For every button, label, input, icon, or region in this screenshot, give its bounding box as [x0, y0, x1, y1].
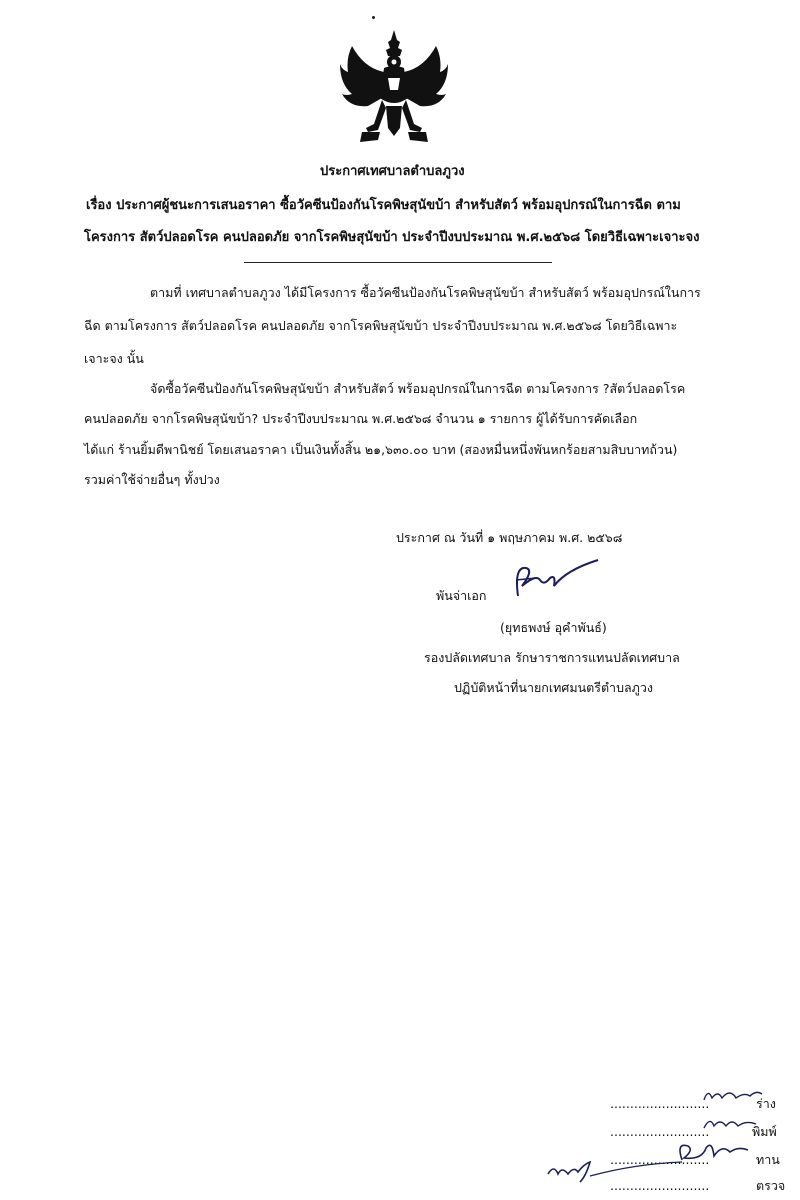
footer-dots-type: ......................... [610, 1124, 710, 1139]
header-divider [244, 262, 552, 263]
footer-role-check: ตรวจ [756, 1178, 786, 1193]
signature-scribble [506, 556, 606, 608]
paragraph-2-line-4: รวมค่าใช้จ่ายอื่นๆ ทั้งปวง [84, 472, 220, 487]
initials-type-scribble [700, 1112, 760, 1134]
paragraph-2-line-3: ได้แก่ ร้านยิ้มดีพานิชย์ โดยเสนอราคา เป็นเงินทั้งสิ้น ๒๑,๖๓๐.๐๐ บาท (สองหมื่นหนึ่งพันหกร้อยสามสิบบาทถ้วน) [84, 442, 678, 457]
paragraph-2-line-2: คนปลอดภัย จากโรคพิษสุนัขบ้า? ประจำปีงบประมาณ พ.ศ.๒๕๖๘ จำนวน ๑ รายการ ผู้ได้รับการคัดเลือก [84, 411, 638, 426]
paragraph-1-line-1: ตามที่ เทศบาลตำบลภูวง ได้มีโครงการ ซื้อวัคซีนป้องกันโรคพิษสุนัขบ้า สำหรับสัตว์ พร้อมอุปกรณ์ในการ [150, 285, 701, 300]
signer-name: (ยุทธพงษ์ อุคำพันธ์) [500, 620, 607, 635]
signer-position-1: รองปลัดเทศบาล รักษาราชการแทนปลัดเทศบาล [424, 650, 680, 665]
initials-proof-scribble [672, 1134, 752, 1168]
garuda-emblem-icon [338, 28, 450, 146]
subject-line-2: โครงการ สัตว์ปลอดโรค คนปลอดภัย จากโรคพิษสุนัขบ้า ประจำปีงบประมาณ พ.ศ.๒๕๖๘ โดยวิธีเฉพาะเจาะจง [84, 230, 700, 245]
initials-draft-scribble [700, 1084, 764, 1106]
footer-role-proof: ทาน [756, 1152, 780, 1167]
footer-role-type: พิมพ์ [752, 1124, 777, 1139]
paragraph-1-line-2: ฉีด ตามโครงการ สัตว์ปลอดโรค คนปลอดภัย จากโรคพิษสุนัขบ้า ประจำปีงบประมาณ พ.ศ.๒๕๖๘ โดยวิธีเฉพาะ [84, 318, 678, 333]
footer-role-draft: ร่าง [756, 1096, 776, 1111]
signer-position-2: ปฏิบัติหน้าที่นายกเทศมนตรีตำบลภูวง [454, 680, 654, 695]
initials-check-scribble [544, 1154, 684, 1188]
issuer-title: ประกาศเทศบาลตำบลภูวง [320, 164, 465, 179]
footer-dots-proof: ......................... [610, 1152, 710, 1167]
paragraph-1-line-3: เจาะจง นั้น [84, 351, 144, 366]
signer-rank: พันจ่าเอก [436, 588, 487, 603]
footer-dots-draft: ......................... [610, 1096, 710, 1111]
ink-speck [372, 16, 375, 19]
announce-date: ประกาศ ณ วันที่ ๑ พฤษภาคม พ.ศ. ๒๕๖๘ [396, 530, 623, 545]
subject-line-1: เรื่อง ประกาศผู้ชนะการเสนอราคา ซื้อวัคซีนป้องกันโรคพิษสุนัขบ้า สำหรับสัตว์ พร้อมอุปกรณ์ในการฉีด ตาม [86, 198, 681, 213]
footer-dots-check: ......................... [610, 1178, 710, 1193]
paragraph-2-line-1: จัดซื้อวัคซีนป้องกันโรคพิษสุนัขบ้า สำหรับสัตว์ พร้อมอุปกรณ์ในการฉีด ตามโครงการ ?สัตว์ปลอดโรค [150, 381, 686, 396]
